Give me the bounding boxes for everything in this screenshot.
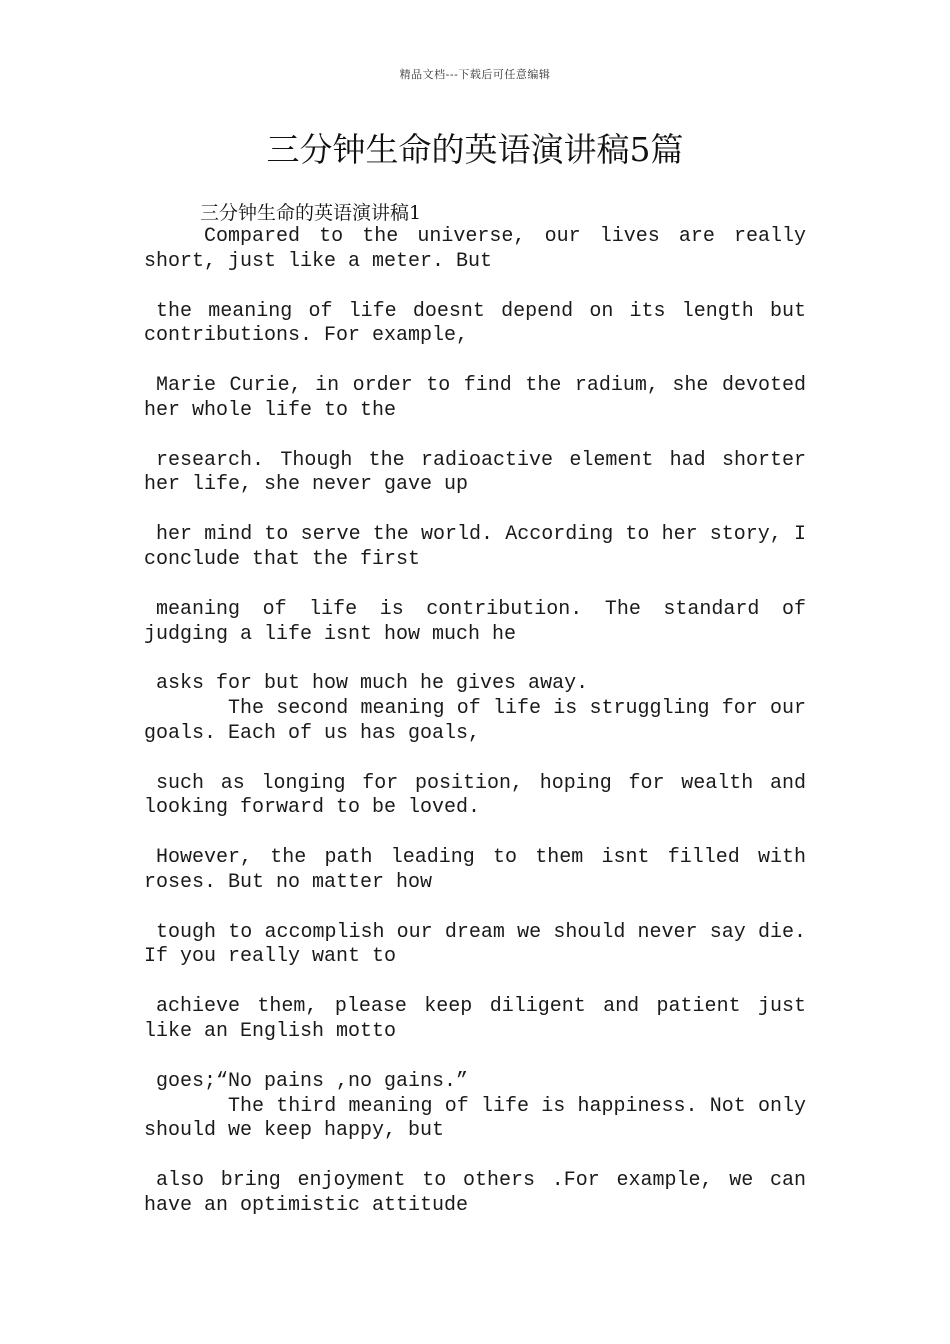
paragraph-6: meaning of life is contribution. The standard of judging a life isnt how much he <box>144 597 806 646</box>
paragraph-5: her mind to serve the world. According to her story, I conclude that the first <box>144 523 806 571</box>
paragraph-7: asks for but how much he gives away. <box>156 672 589 696</box>
section-heading: 三分钟生命的英语演讲稿1 <box>200 202 422 224</box>
page-header-note: 精品文档---下载后可任意编辑 <box>399 68 551 81</box>
paragraph-2: the meaning of life doesnt depend on its length but contributions. For example, <box>144 299 806 348</box>
paragraph-10: However, the path leading to them isnt filled with roses. But no matter how <box>144 846 806 894</box>
paragraph-12: achieve them, please keep diligent and patient just like an English motto <box>144 995 806 1043</box>
document-body <box>144 225 806 1219</box>
paragraph-4: research. Though the radioactive element had shorter her life, she never gave up <box>144 448 806 497</box>
paragraph-15: also bring enjoyment to others .For example, we can have an optimistic attitude <box>144 1169 806 1217</box>
paragraph-1: Compared to the universe, our lives are really short, just like a meter. But <box>144 225 806 273</box>
paragraph-9: such as longing for position, hoping for wealth and looking forward to be loved. <box>144 771 806 820</box>
document-title: 三分钟生命的英语演讲稿5篇 <box>266 130 684 169</box>
paragraph-3: Marie Curie, in order to find the radium, she devoted her whole life to the <box>144 374 806 422</box>
paragraph-13: goes;“No pains ,no gains.” <box>156 1069 469 1093</box>
paragraph-14: The third meaning of life is happiness. Not only should we keep happy, but <box>144 1094 806 1143</box>
paragraph-11: tough to accomplish our dream we should never say die. If you really want to <box>144 920 806 969</box>
paragraph-8: The second meaning of life is struggling for our goals. Each of us has goals, <box>144 697 806 745</box>
